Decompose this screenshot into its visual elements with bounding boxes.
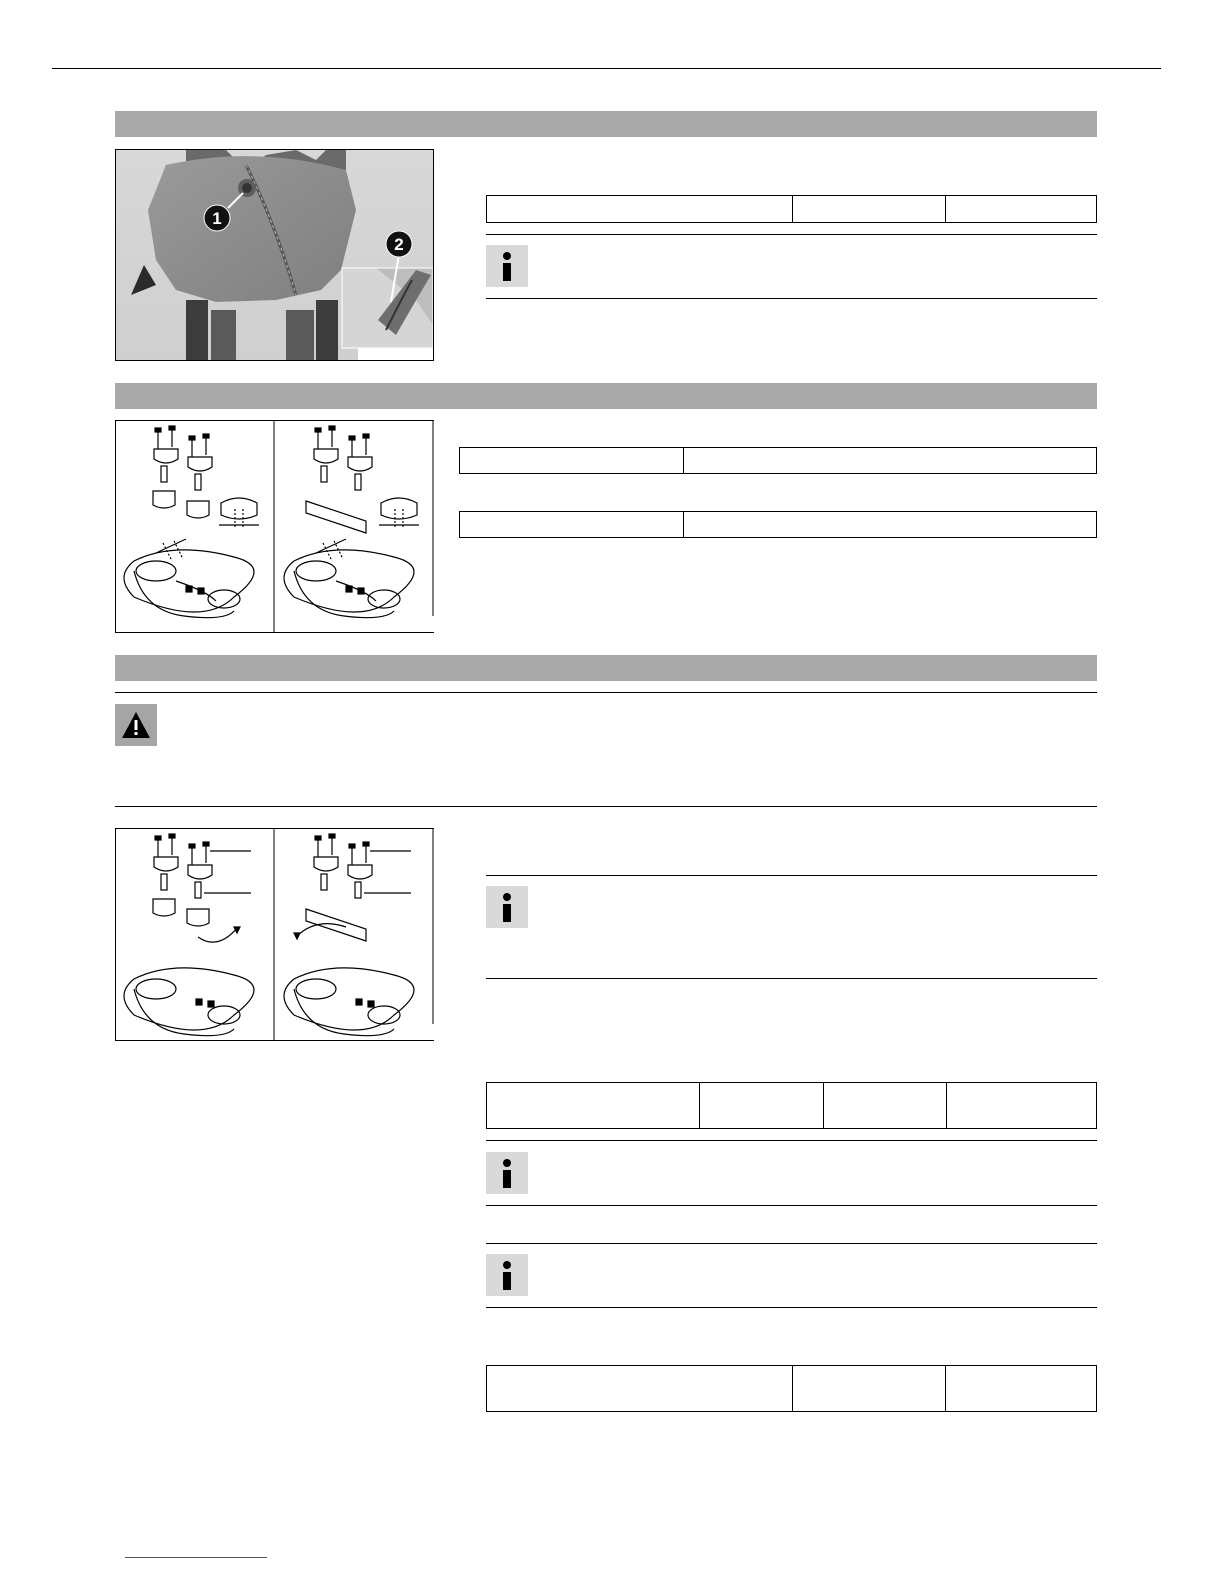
number-plate-photo — [115, 149, 434, 361]
note-top-rule — [486, 234, 1097, 235]
note-top-rule — [486, 875, 1097, 876]
handlebar-clamp-diagram-1 — [115, 420, 434, 633]
spec-table-3 — [459, 511, 1097, 538]
note-top-rule — [486, 1140, 1097, 1141]
table-cell — [487, 1366, 793, 1412]
note-bottom-rule — [486, 298, 1097, 299]
table-cell — [684, 512, 1097, 538]
note-top-rule — [486, 1243, 1097, 1244]
callout-2-label: 2 — [394, 235, 404, 254]
warning-icon — [115, 704, 157, 746]
handlebar-clamp-diagram-2-image — [116, 829, 434, 1041]
callout-1-label: 1 — [212, 209, 222, 228]
table-cell — [946, 196, 1097, 223]
info-icon — [486, 245, 528, 287]
handlebar-clamp-diagram-2 — [115, 828, 434, 1041]
note-bottom-rule — [486, 1205, 1097, 1206]
table-cell — [487, 1083, 700, 1129]
spec-table-2 — [459, 447, 1097, 474]
section-2-bar — [115, 383, 1097, 409]
table-row — [460, 512, 1097, 538]
table-cell — [793, 196, 946, 223]
info-icon — [486, 886, 528, 928]
spec-table-1 — [486, 195, 1097, 223]
table-cell — [700, 1083, 824, 1129]
number-plate-photo-image — [116, 150, 433, 360]
header-rule — [52, 68, 1161, 69]
spec-table-5 — [486, 1365, 1097, 1412]
table-cell — [947, 1083, 1097, 1129]
table-cell — [793, 1366, 946, 1412]
note-bottom-rule — [486, 1307, 1097, 1308]
section-1-bar — [115, 111, 1097, 137]
table-row — [487, 1083, 1097, 1129]
warning-top-rule — [115, 692, 1097, 693]
note-bottom-rule — [486, 978, 1097, 979]
table-cell — [460, 512, 684, 538]
info-icon — [486, 1254, 528, 1296]
table-cell — [487, 196, 793, 223]
info-icon — [486, 1152, 528, 1194]
table-cell — [824, 1083, 947, 1129]
handlebar-clamp-diagram-1-image — [116, 421, 434, 633]
warning-bottom-rule — [115, 806, 1097, 807]
spec-table-4 — [486, 1082, 1097, 1129]
table-cell — [946, 1366, 1097, 1412]
section-3-bar — [115, 655, 1097, 681]
table-cell — [684, 448, 1097, 474]
table-row — [487, 196, 1097, 223]
table-cell — [460, 448, 684, 474]
table-row — [487, 1366, 1097, 1412]
table-row — [460, 448, 1097, 474]
footer-link[interactable] — [125, 1557, 267, 1558]
